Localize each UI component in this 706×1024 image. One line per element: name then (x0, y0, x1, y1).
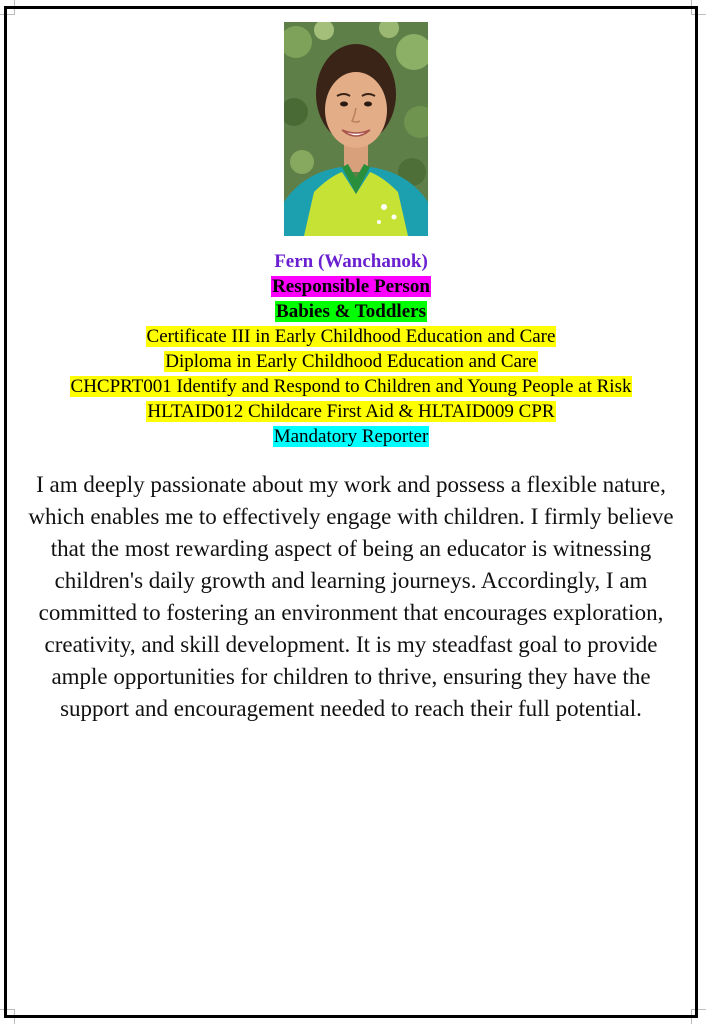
qualification-item: Diploma in Early Childhood Education and Care (165, 351, 537, 372)
room-line (7, 299, 695, 324)
qualification-line (7, 399, 695, 424)
page-frame (4, 6, 698, 1018)
name-line (7, 249, 695, 274)
staff-name: Fern (Wanchanok) (274, 251, 428, 272)
role-line (7, 274, 695, 299)
profile-photo (284, 22, 428, 236)
qualification-item: Certificate III in Early Childhood Education and Care (146, 326, 556, 347)
room-badge: Babies & Toddlers (276, 301, 426, 322)
mandatory-line (7, 424, 695, 449)
role-badge: Responsible Person (272, 276, 430, 297)
qualification-item: CHCPRT001 Identify and Respond to Children and Young People at Risk (70, 376, 632, 397)
qualification-line (7, 374, 695, 399)
qualification-item: HLTAID012 Childcare First Aid & HLTAID009 CPR (147, 401, 555, 422)
mandatory-reporter-badge: Mandatory Reporter (273, 426, 429, 447)
profile-details (7, 249, 695, 449)
bio-paragraph: I am deeply passionate about my work and possess a flexible nature, which enables me to effectively engage with children. I firmly believe that the most rewarding aspect of being an educator is witnessing children's daily growth and learning journeys. Accordingly, I am committed to fostering an environment that encourages exploration, creativity, and skill development. It is my steadfast goal to provide ample opportunities for children to thrive, ensuring they have the support and encouragement needed to reach their full potential. (28, 472, 674, 721)
qualification-line (7, 349, 695, 374)
qualification-line (7, 324, 695, 349)
